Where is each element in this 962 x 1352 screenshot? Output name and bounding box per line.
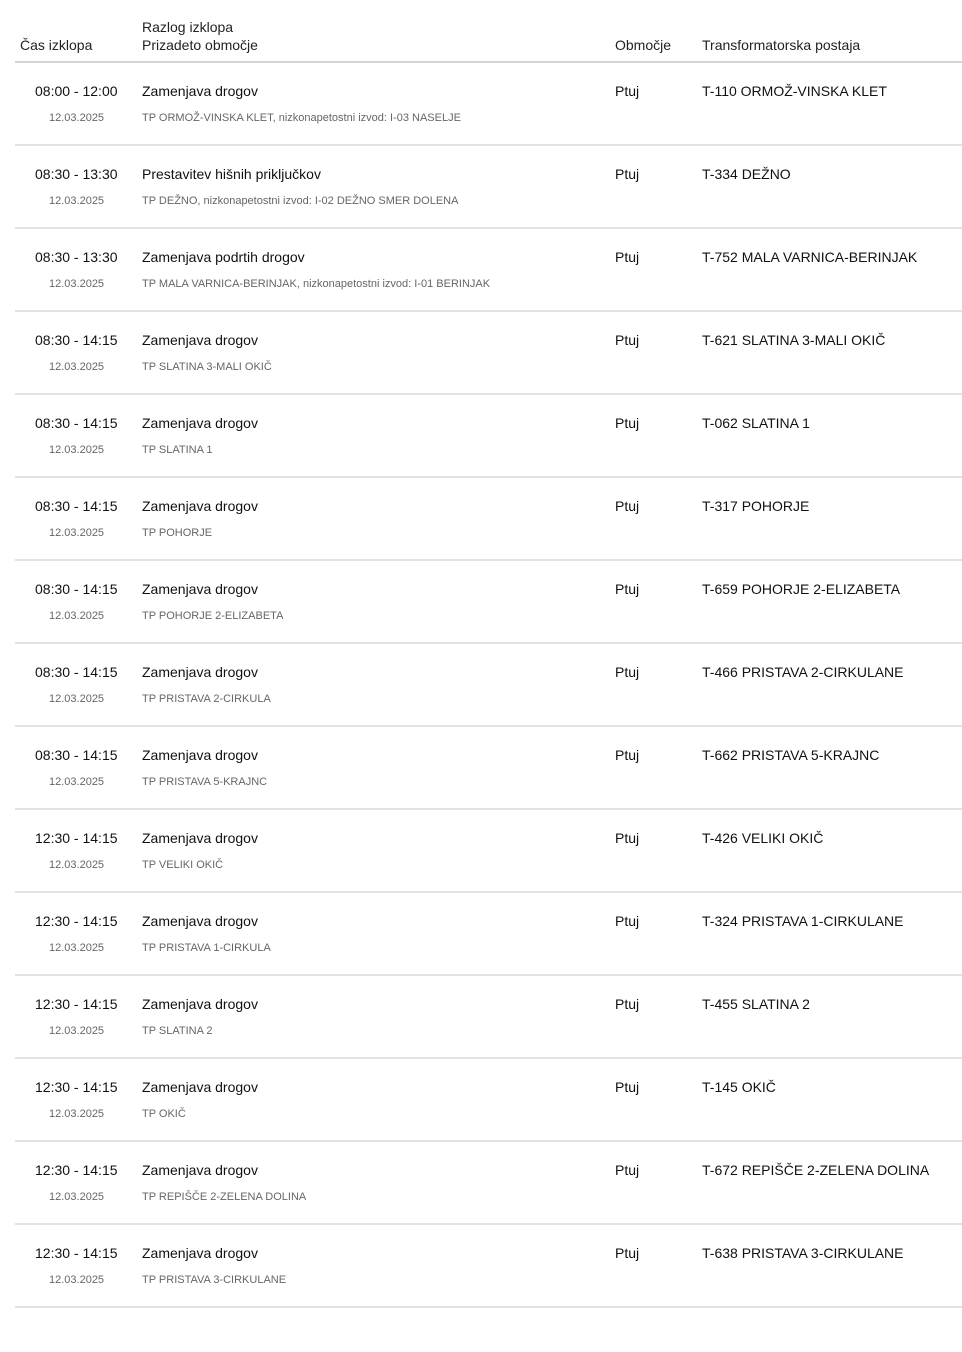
region: Ptuj — [615, 913, 640, 929]
table-row — [15, 727, 962, 810]
transformer-station: T-672 REPIŠČE 2-ZELENA DOLINA — [702, 1162, 930, 1178]
outage-reason: Zamenjava drogov — [142, 830, 258, 846]
affected-area: TP PRISTAVA 2-CIRKULA — [142, 693, 271, 705]
outage-date: 12.03.2025 — [49, 444, 105, 456]
outage-date: 12.03.2025 — [49, 527, 105, 539]
table-row — [15, 63, 962, 146]
transformer-station: T-426 VELIKI OKIČ — [702, 830, 824, 846]
table-row — [15, 312, 962, 395]
outage-date: 12.03.2025 — [49, 1025, 105, 1037]
table-row — [15, 561, 962, 644]
region: Ptuj — [615, 415, 640, 431]
region: Ptuj — [615, 830, 640, 846]
transformer-station: T-110 ORMOŽ-VINSKA KLET — [702, 83, 887, 99]
outage-reason: Zamenjava drogov — [142, 1079, 258, 1095]
outage-time: 08:30 - 13:30 — [35, 166, 118, 182]
outage-date: 12.03.2025 — [49, 361, 105, 373]
table-row — [15, 478, 962, 561]
region: Ptuj — [615, 498, 640, 514]
outage-date: 12.03.2025 — [49, 776, 105, 788]
affected-area: TP REPIŠČE 2-ZELENA DOLINA — [142, 1191, 307, 1203]
transformer-station: T-659 POHORJE 2-ELIZABETA — [702, 581, 901, 597]
region: Ptuj — [615, 1079, 640, 1095]
header-affected-label: Prizadeto območje — [142, 37, 258, 53]
outage-time: 08:30 - 14:15 — [35, 498, 118, 514]
region: Ptuj — [615, 83, 640, 99]
table-row — [15, 146, 962, 229]
region: Ptuj — [615, 1245, 640, 1261]
table-row — [15, 976, 962, 1059]
transformer-station: T-145 OKIČ — [702, 1079, 776, 1095]
outage-reason: Zamenjava drogov — [142, 332, 258, 348]
outage-reason: Zamenjava drogov — [142, 747, 258, 763]
header-reason — [142, 18, 258, 54]
outage-reason: Zamenjava drogov — [142, 415, 258, 431]
affected-area: TP PRISTAVA 5-KRAJNC — [142, 776, 268, 788]
outage-reason: Zamenjava drogov — [142, 83, 258, 99]
outage-date: 12.03.2025 — [49, 693, 105, 705]
transformer-station: T-638 PRISTAVA 3-CIRKULANE — [702, 1245, 904, 1261]
region: Ptuj — [615, 249, 640, 265]
table-row — [15, 395, 962, 478]
table-body — [15, 63, 962, 1308]
outage-time: 12:30 - 14:15 — [35, 996, 118, 1012]
affected-area: TP PRISTAVA 3-CIRKULANE — [142, 1274, 287, 1286]
header-reason-label: Razlog izklopa — [142, 19, 234, 35]
region: Ptuj — [615, 332, 640, 348]
outage-time: 08:30 - 14:15 — [35, 747, 118, 763]
outage-reason: Zamenjava drogov — [142, 913, 258, 929]
affected-area: TP SLATINA 2 — [142, 1025, 213, 1037]
outage-reason: Prestavitev hišnih priključkov — [142, 166, 321, 182]
header-area: Območje — [615, 37, 672, 53]
header-time: Čas izklopa — [20, 37, 93, 53]
outage-date: 12.03.2025 — [49, 1191, 105, 1203]
transformer-station: T-334 DEŽNO — [702, 166, 791, 182]
outage-date: 12.03.2025 — [49, 112, 105, 124]
outage-time: 08:00 - 12:00 — [35, 83, 118, 99]
region: Ptuj — [615, 664, 640, 680]
outage-reason: Zamenjava drogov — [142, 1245, 258, 1261]
outage-date: 12.03.2025 — [49, 859, 105, 871]
outage-time: 08:30 - 14:15 — [35, 581, 118, 597]
outage-date: 12.03.2025 — [49, 278, 105, 290]
outage-date: 12.03.2025 — [49, 610, 105, 622]
table-row — [15, 810, 962, 893]
outage-date: 12.03.2025 — [49, 1274, 105, 1286]
region: Ptuj — [615, 581, 640, 597]
affected-area: TP POHORJE 2-ELIZABETA — [142, 610, 284, 622]
table-row — [15, 229, 962, 312]
outage-date: 12.03.2025 — [49, 1108, 105, 1120]
transformer-station: T-455 SLATINA 2 — [702, 996, 810, 1012]
affected-area: TP SLATINA 3-MALI OKIČ — [142, 361, 272, 373]
table-row — [15, 1142, 962, 1225]
outage-reason: Zamenjava drogov — [142, 1162, 258, 1178]
affected-area: TP DEŽNO, nizkonapetostni izvod: I-02 DEŽNO SMER DOLENA — [142, 195, 459, 207]
outage-date: 12.03.2025 — [49, 942, 105, 954]
table-row — [15, 1225, 962, 1308]
outage-table — [15, 0, 962, 1308]
affected-area: TP PRISTAVA 1-CIRKULA — [142, 942, 271, 954]
affected-area: TP ORMOŽ-VINSKA KLET, nizkonapetostni izvod: I-03 NASELJE — [142, 112, 461, 124]
affected-area: TP MALA VARNICA-BERINJAK, nizkonapetostni izvod: I-01 BERINJAK — [142, 278, 491, 290]
outage-reason: Zamenjava drogov — [142, 581, 258, 597]
transformer-station: T-662 PRISTAVA 5-KRAJNC — [702, 747, 880, 763]
affected-area: TP SLATINA 1 — [142, 444, 213, 456]
affected-area: TP VELIKI OKIČ — [142, 859, 224, 871]
table-row — [15, 1059, 962, 1142]
region: Ptuj — [615, 1162, 640, 1178]
outage-reason: Zamenjava drogov — [142, 498, 258, 514]
transformer-station: T-466 PRISTAVA 2-CIRKULANE — [702, 664, 904, 680]
header-station: Transformatorska postaja — [702, 37, 861, 53]
transformer-station: T-317 POHORJE — [702, 498, 810, 514]
outage-time: 08:30 - 14:15 — [35, 332, 118, 348]
outage-time: 08:30 - 14:15 — [35, 664, 118, 680]
table-row — [15, 644, 962, 727]
table-header — [15, 0, 962, 63]
region: Ptuj — [615, 747, 640, 763]
outage-reason: Zamenjava drogov — [142, 664, 258, 680]
outage-date: 12.03.2025 — [49, 195, 105, 207]
transformer-station: T-621 SLATINA 3-MALI OKIČ — [702, 332, 886, 348]
affected-area: TP POHORJE — [142, 527, 213, 539]
outage-time: 12:30 - 14:15 — [35, 1162, 118, 1178]
affected-area: TP OKIČ — [142, 1108, 186, 1120]
outage-time: 12:30 - 14:15 — [35, 913, 118, 929]
outage-time: 12:30 - 14:15 — [35, 1245, 118, 1261]
transformer-station: T-062 SLATINA 1 — [702, 415, 810, 431]
outage-time: 08:30 - 14:15 — [35, 415, 118, 431]
outage-reason: Zamenjava podrtih drogov — [142, 249, 305, 265]
table-row — [15, 893, 962, 976]
transformer-station: T-752 MALA VARNICA-BERINJAK — [702, 249, 918, 265]
outage-time: 08:30 - 13:30 — [35, 249, 118, 265]
region: Ptuj — [615, 166, 640, 182]
outage-time: 12:30 - 14:15 — [35, 830, 118, 846]
region: Ptuj — [615, 996, 640, 1012]
transformer-station: T-324 PRISTAVA 1-CIRKULANE — [702, 913, 904, 929]
outage-time: 12:30 - 14:15 — [35, 1079, 118, 1095]
outage-reason: Zamenjava drogov — [142, 996, 258, 1012]
